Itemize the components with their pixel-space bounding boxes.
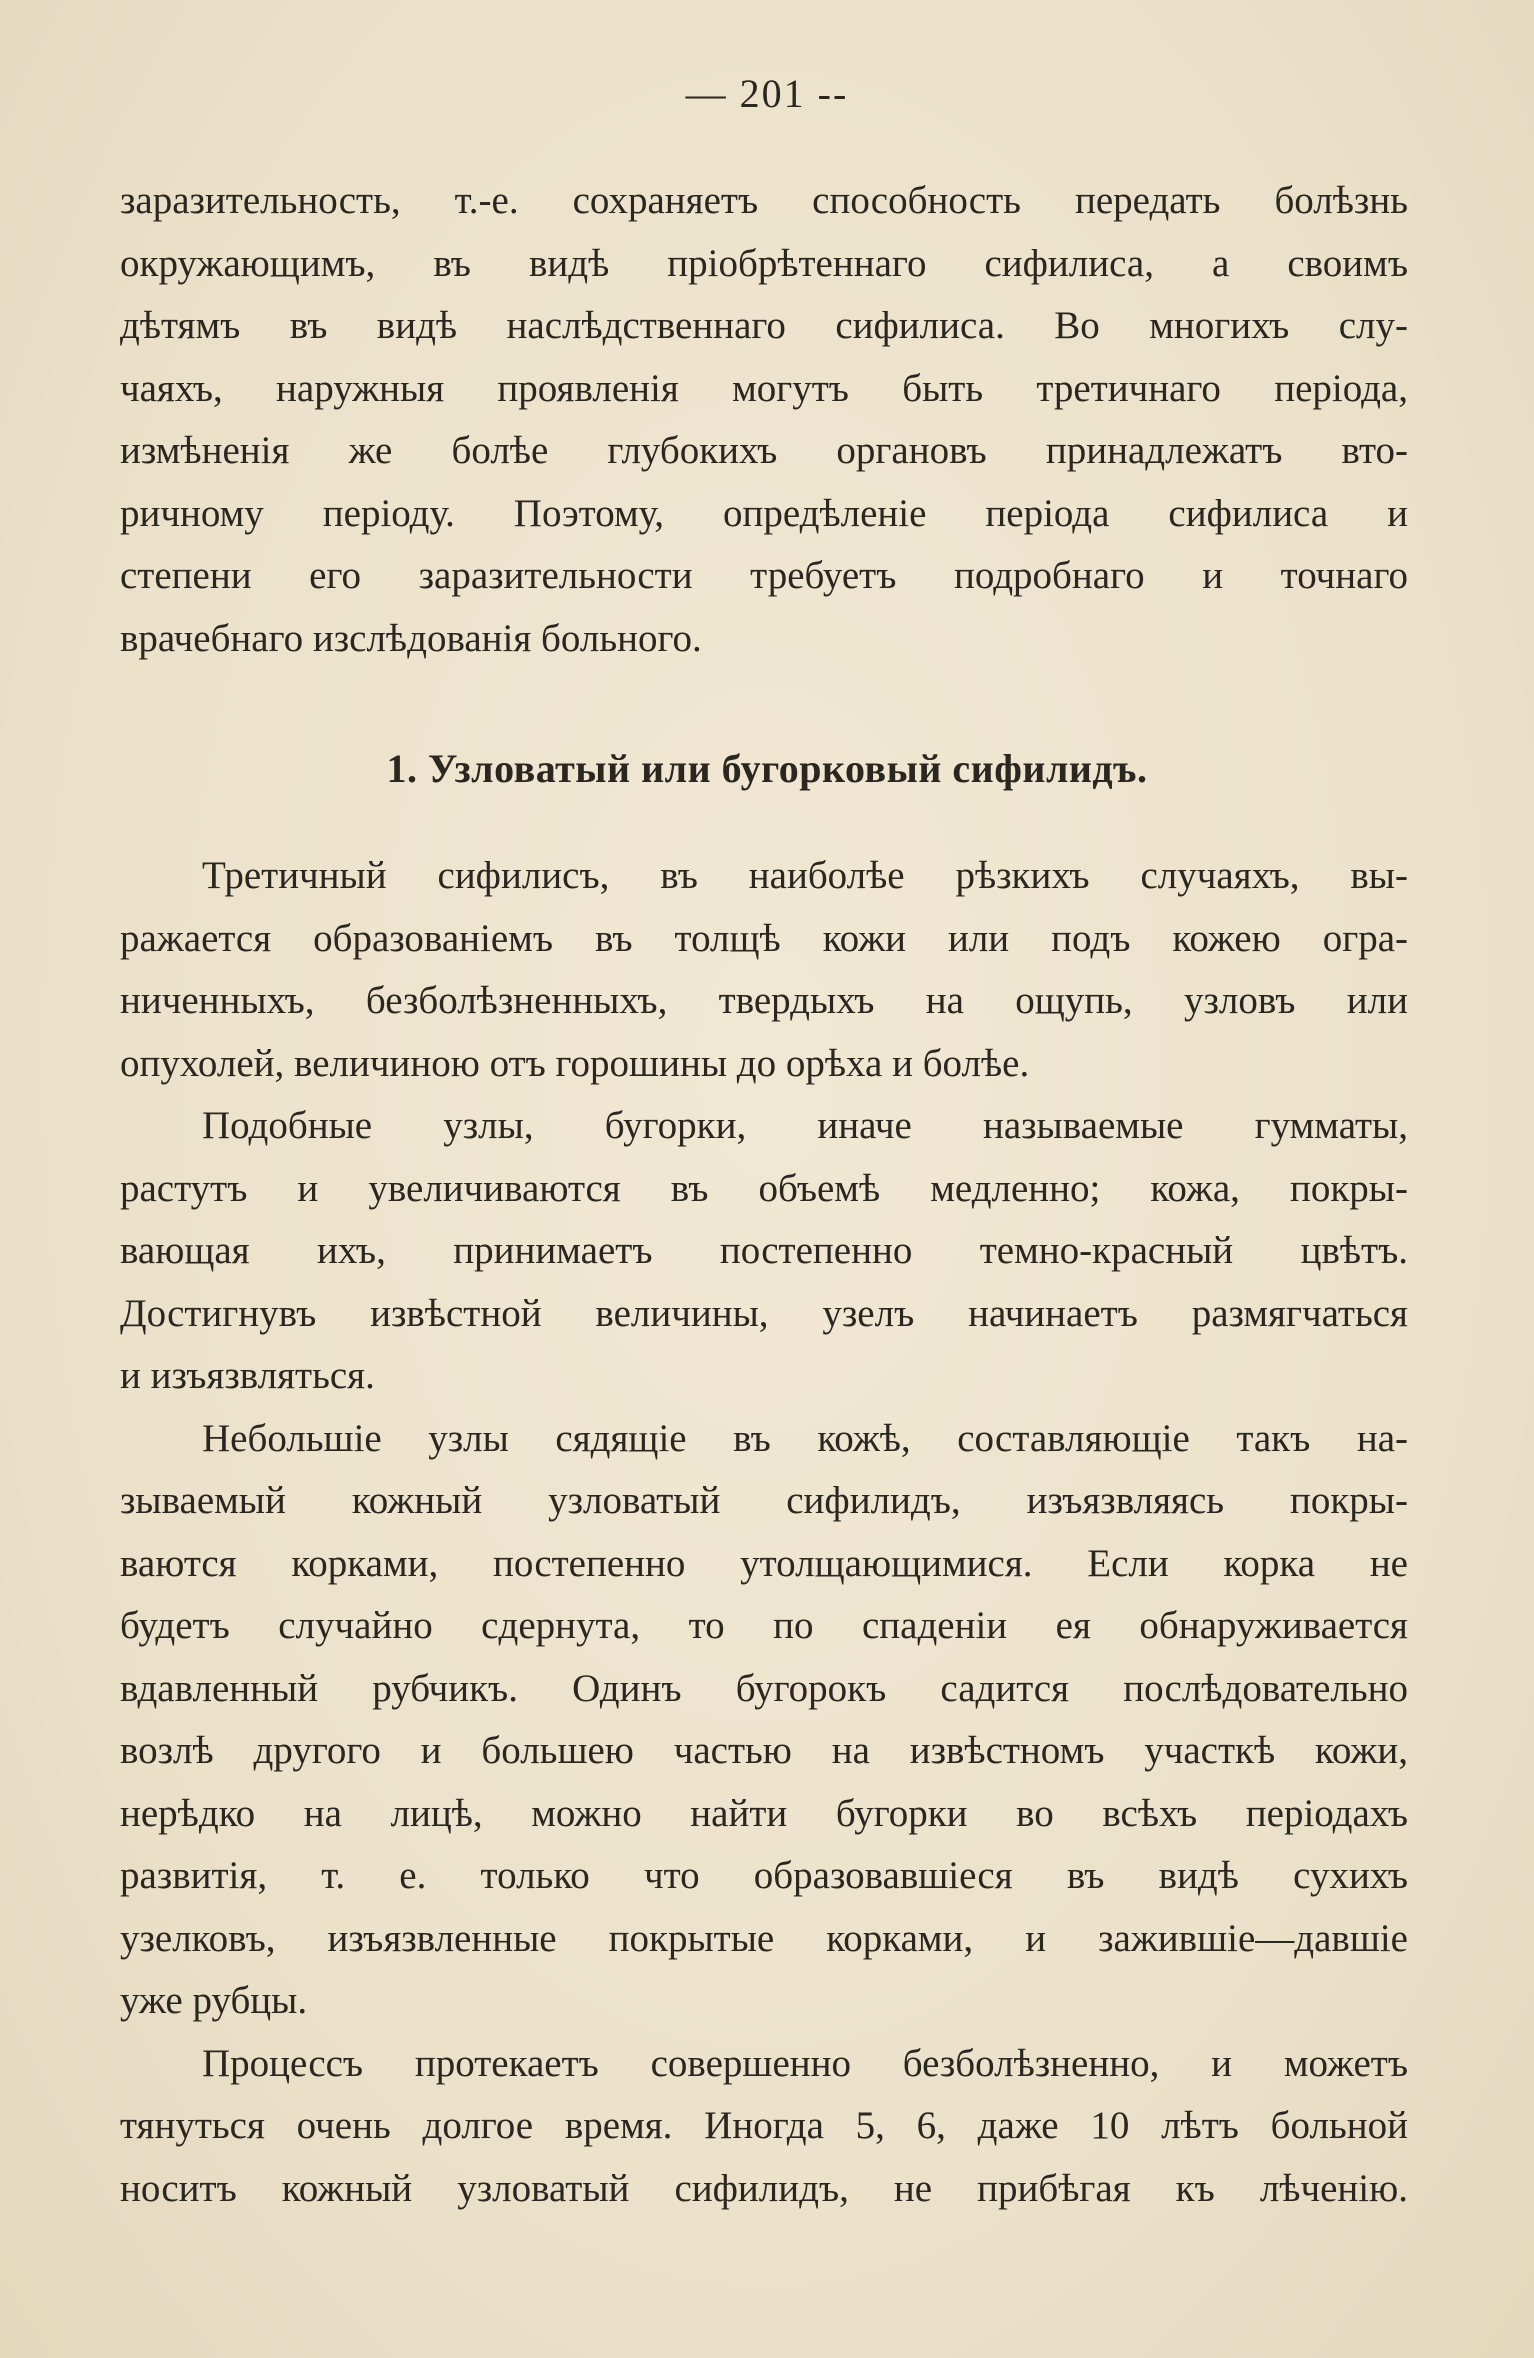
page-number: — 201 -- [685,71,849,116]
text-line: опухолей, величиною отъ горошины до орѣха и болѣе. [120,1041,1030,1085]
text-line: зываемый кожный узловатый сифилидъ, изъязвляясь покры- [120,1479,1408,1522]
text-line: развитія, т. е. только что образовавшіеся въ видѣ сухихъ [120,1854,1408,1897]
paragraph [120,1408,1408,2033]
text-line: и изъязвляться. [120,1354,375,1397]
text-line: окружающимъ, въ видѣ пріобрѣтеннаго сифилиса, а своимъ [120,241,1408,285]
intro-paragraph [120,170,1408,670]
text-line: чаяхъ, наружныя проявленія могутъ быть третичнаго періода, [120,366,1408,410]
text-line: ражается образованіемъ въ толщѣ кожи или подъ кожею огра- [120,916,1408,960]
text-line: Процессъ протекаетъ совершенно безболѣзненно, и можетъ [202,2041,1408,2085]
paragraph [120,2033,1408,2221]
text-line: будетъ случайно сдернута, то по спаденіи ея обнаруживается [120,1604,1408,1647]
section-body [120,845,1408,2220]
text-line: Подобные узлы, бугорки, иначе называемые гумматы, [202,1104,1408,1147]
text-line: носитъ кожный узловатый сифилидъ, не прибѣгая къ лѣченію. [120,2166,1408,2210]
text-line: Небольшіе узлы сядящіе въ кожѣ, составляющіе такъ на- [202,1416,1408,1460]
text-line: вдавленный рубчикъ. Одинъ бугорокъ садится послѣдовательно [120,1666,1408,1710]
text-line: тянуться очень долгое время. Иногда 5, 6, даже 10 лѣтъ больной [120,2104,1408,2147]
text-line: измѣненія же болѣе глубокихъ органовъ принадлежатъ вто- [120,429,1408,472]
text-line: ниченныхъ, безболѣзненныхъ, твердыхъ на ощупь, узловъ или [120,979,1408,1022]
text-line: Достигнувъ извѣстной величины, узелъ начинаетъ размягчаться [120,1291,1408,1335]
text-line: степени его заразительности требуетъ подробнаго и точнаго [120,554,1408,597]
paragraph [120,1095,1408,1408]
text-line: ваются корками, постепенно утолщающимися. Если корка не [120,1541,1408,1585]
text-line: вающая ихъ, принимаетъ постепенно темно-красный цвѣтъ. [120,1229,1408,1272]
text-line: узелковъ, изъязвленные покрытые корками, и зажившіе—давшіе [120,1916,1408,1960]
text-line: дѣтямъ въ видѣ наслѣдственнаго сифилиса. Во многихъ слу- [120,304,1408,347]
text-line: возлѣ другого и большею частью на извѣстномъ участкѣ кожи, [120,1729,1408,1772]
text-line: уже рубцы. [120,1979,308,2022]
text-line: нерѣдко на лицѣ, можно найти бугорки во всѣхъ періодахъ [120,1791,1408,1835]
text-line: врачебнаго изслѣдованія больного. [120,616,702,660]
text-line: заразительность, т.-е. сохраняетъ способность передать болѣзнь [120,179,1408,222]
text-line: ричному періоду. Поэтому, опредѣленіе періода сифилиса и [120,491,1408,535]
text-line: Третичный сифилисъ, въ наиболѣе рѣзкихъ случаяхъ, вы- [202,854,1408,897]
text-line: растутъ и увеличиваются въ объемѣ медленно; кожа, покры- [120,1166,1408,1210]
section-heading: 1. Узловатый или бугорковый сифилидъ. [386,746,1148,791]
paragraph [120,845,1408,1095]
